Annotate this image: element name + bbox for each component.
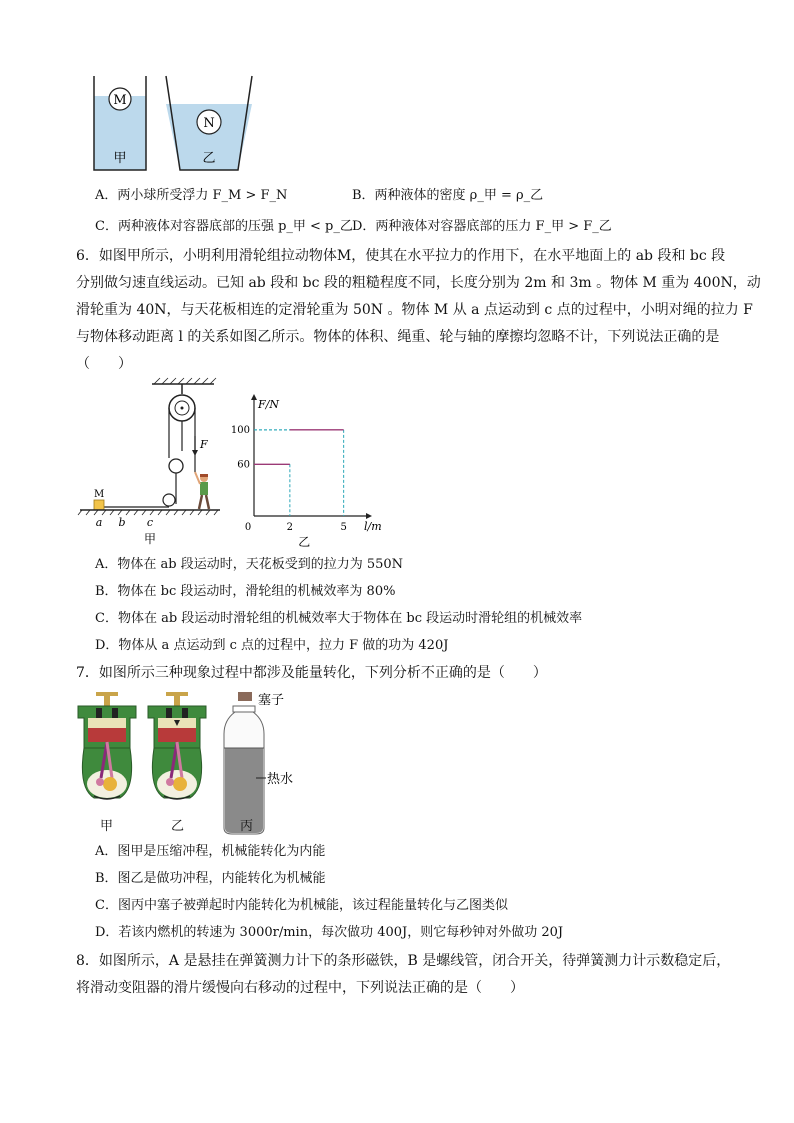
caption-jia: 甲 xyxy=(143,532,157,546)
y-axis-label: F/N xyxy=(258,398,279,411)
ball-m-label: M xyxy=(113,93,127,108)
y-tick-label: 100 xyxy=(230,424,250,436)
q6-line3: 滑轮重为 40N，与天花板相连的定滑轮重为 50N 。物体 M 从 a 点运动到 c 点的过程中，小明对绳的拉力 F xyxy=(76,302,753,318)
q7-stem: 7．如图所示三种现象过程中都涉及能量转化，下列分析不正确的是（ ） xyxy=(76,665,547,681)
x-tick-label: 5 xyxy=(340,522,347,533)
label-right: 乙 xyxy=(202,151,216,166)
x-axis-label: l/m xyxy=(364,520,382,533)
q6-line2: 分别做匀速直线运动。已知 ab 段和 bc 段的粗糙程度不同，长度分别为 2m 和 3m 。物体 M 重为 400N，动 xyxy=(76,275,761,291)
x-tick-label: 2 xyxy=(286,522,294,533)
q7-option-d: D．若该内燃机的转速为 3000r/min，每次做功 400J，则它每秒钟对外做功 20J xyxy=(95,925,564,940)
y-axis-arrow xyxy=(251,394,257,400)
q7-label-a: 甲 xyxy=(100,819,114,834)
q5-option-b: B．两种液体的密度 ρ_甲 = ρ_乙 xyxy=(352,188,544,203)
q7-option-b: B．图乙是做功冲程，内能转化为机械能 xyxy=(95,871,326,886)
engines-figure xyxy=(74,688,314,836)
ball-n-label: N xyxy=(203,116,215,131)
q6-option-a: A．物体在 ab 段运动时，天花板受到的拉力为 550N xyxy=(95,557,404,572)
force-label: F xyxy=(200,438,208,451)
q6-option-d: D．物体从 a 点运动到 c 点的过程中，拉力 F 做的功为 420J xyxy=(95,638,449,653)
q7-label-b: 乙 xyxy=(171,819,185,834)
point-b: b xyxy=(118,516,126,529)
x-tick-label: 0 xyxy=(244,522,252,533)
containers-figure xyxy=(88,74,268,174)
q8-line2: 将滑动变阻器的滑片缓慢向右移动的过程中，下列说法正确的是（ ） xyxy=(76,980,524,996)
x-axis-arrow xyxy=(366,513,372,519)
q6-line4: 与物体移动距离 l 的关系如图乙所示。物体的体积、绳重、轮与轴的摩擦均忽略不计，下列说法正确的是 xyxy=(76,329,720,345)
label-hot-water: 热水 xyxy=(267,772,294,787)
q5-option-d: D．两种液体对容器底部的压力 F_甲 > F_乙 xyxy=(352,219,612,234)
q7-option-a: A．图甲是压缩冲程，机械能转化为内能 xyxy=(95,844,326,859)
force-distance-chart xyxy=(230,388,382,549)
q6-option-b: B．物体在 bc 段运动时，滑轮组的机械效率为 80% xyxy=(95,584,396,599)
q7-label-c: 丙 xyxy=(240,819,254,834)
engine-yi xyxy=(148,692,206,799)
q8-line1: 8．如图所示，A 是悬挂在弹簧测力计下的条形磁铁，B 是螺线管，闭合开关，待弹簧测力计示数稳定后， xyxy=(76,953,731,969)
chart-caption: 乙 xyxy=(298,535,311,549)
point-a: a xyxy=(95,516,103,529)
point-c: c xyxy=(146,516,154,529)
q7-option-c: C．图丙中塞子被弹起时内能转化为机械能，该过程能量转化与乙图类似 xyxy=(95,898,508,913)
mass-label: M xyxy=(94,489,105,500)
q6-option-c: C．物体在 ab 段运动时滑轮组的机械效率大于物体在 bc 段运动时滑轮组的机械效率 xyxy=(95,611,583,626)
label-stopper: 塞子 xyxy=(258,693,285,708)
bottle-bing xyxy=(224,692,266,834)
q6-line1: 6．如图甲所示，小明利用滑轮组拉动物体M，使其在水平拉力的作用下，在水平地面上的 ab 段和 bc 段 xyxy=(76,248,726,264)
pulley-figure xyxy=(74,376,234,546)
block-m xyxy=(94,500,104,510)
label-left: 甲 xyxy=(113,151,127,166)
q5-option-c: C．两种液体对容器底部的压强 p_甲 < p_乙 xyxy=(95,219,353,234)
movable-pulley xyxy=(169,459,183,473)
engine-jia xyxy=(78,692,136,799)
q5-option-a: A．两小球所受浮力 F_M > F_N xyxy=(95,188,288,203)
y-tick-label: 60 xyxy=(237,459,250,471)
q6-line5: （ ） xyxy=(76,356,132,372)
